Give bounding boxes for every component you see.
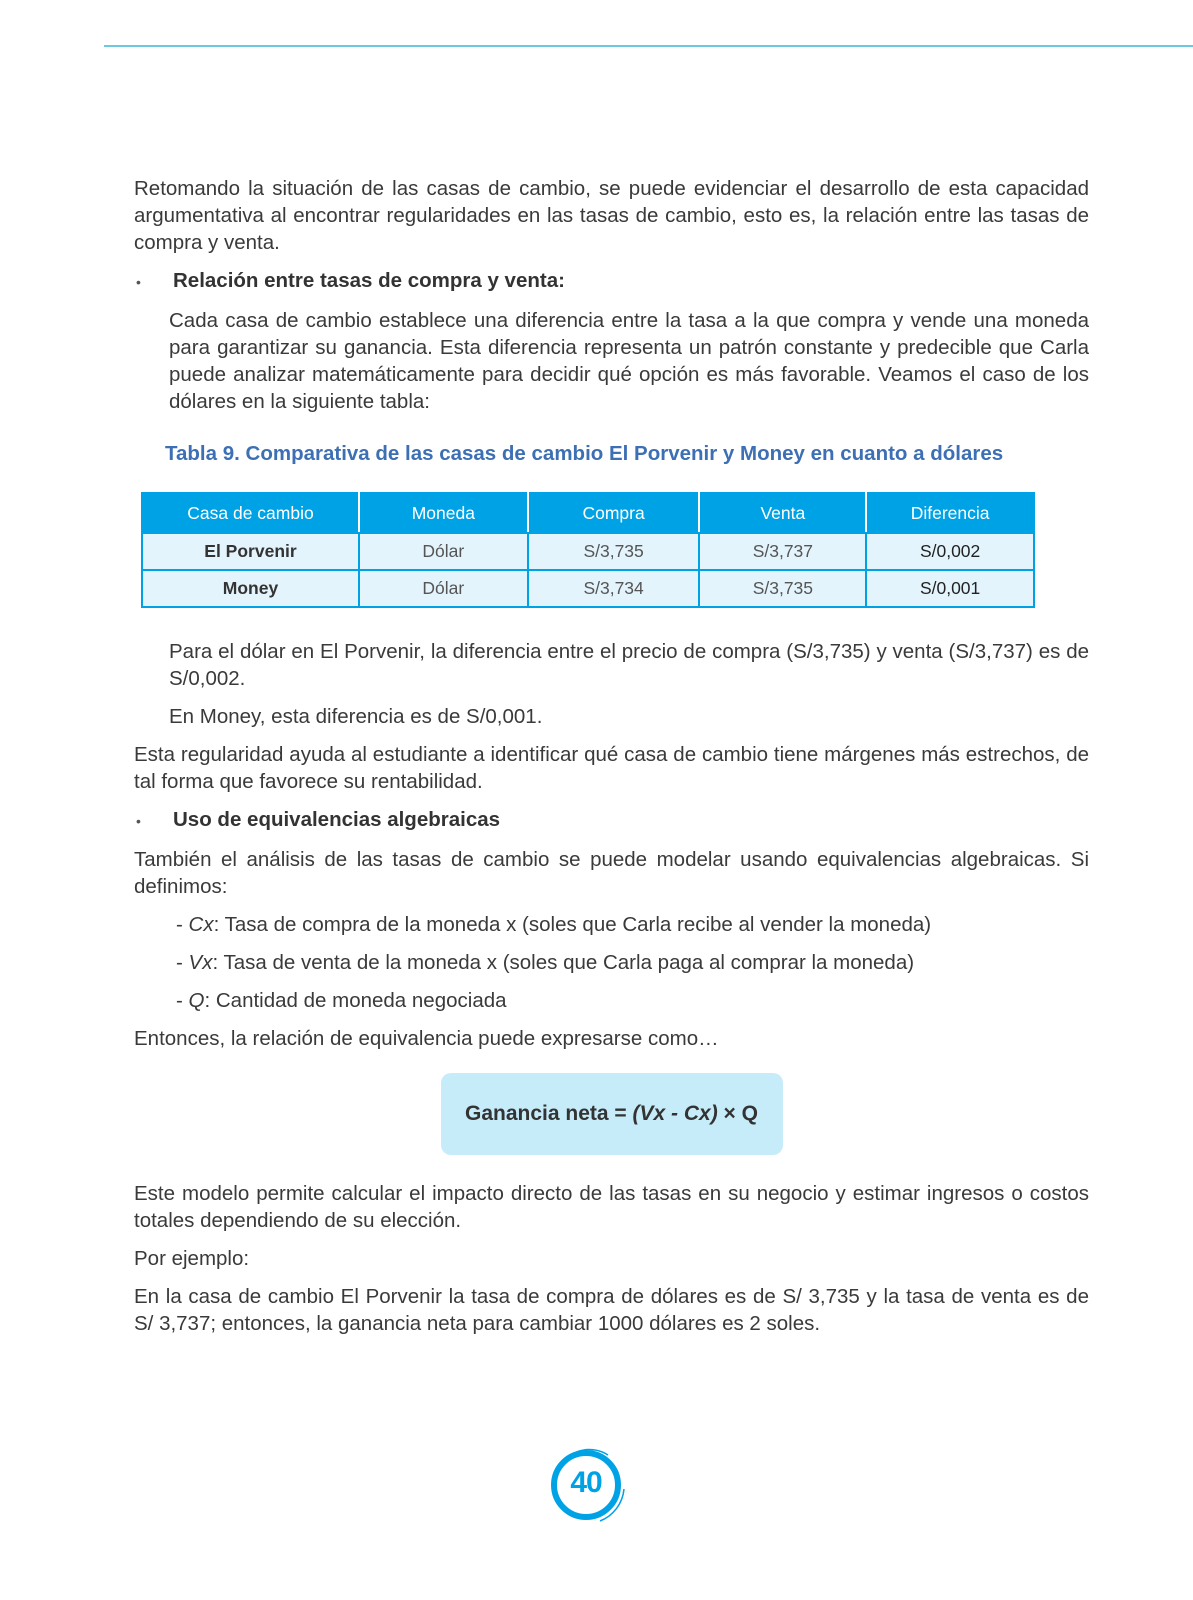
definition-item xyxy=(176,987,1089,1014)
section1-body: Cada casa de cambio establece una diferencia entre la tasa a la que compra y vende una moneda para garantizar su ganancia. Esta diferencia representa un patrón constante y predecible que Carla puede analizar matemáticamente para decidir qué opción es más favorable. Veamos el caso de los dólares en la siguiente tabla: xyxy=(169,309,1089,413)
page-content xyxy=(134,175,1089,1348)
table-cell: S/3,735 xyxy=(528,533,700,570)
table-cell: S/3,735 xyxy=(699,570,866,607)
table-title: Tabla 9. Comparativa de las casas de cambio El Porvenir y Money en cuanto a dólares xyxy=(165,442,1004,465)
bullet-icon: • xyxy=(136,813,141,829)
header-cell: Venta xyxy=(699,493,866,533)
table-cell: Dólar xyxy=(359,533,528,570)
section2-body: También el análisis de las tasas de cambio se puede modelar usando equivalencias algebraicas. Si definimos: xyxy=(134,848,1089,898)
section2-heading-text: Uso de equivalencias algebraicas xyxy=(173,808,501,831)
section2-heading xyxy=(134,806,1089,835)
table-cell: Dólar xyxy=(359,570,528,607)
header-rule xyxy=(104,45,1193,47)
table-header-row xyxy=(142,493,1034,533)
definition-text: : Tasa de venta de la moneda x (soles que Carla paga al comprar la moneda) xyxy=(212,951,915,974)
formula-right: × Q xyxy=(717,1102,758,1125)
definition-item xyxy=(176,911,1089,938)
exchange-rate-table xyxy=(141,492,1035,608)
definition-dash: - xyxy=(176,951,189,974)
formula-italic: (Vx - Cx) xyxy=(632,1102,718,1125)
header-cell: Casa de cambio xyxy=(142,493,359,533)
definition-item xyxy=(176,949,1089,976)
header-cell: Compra xyxy=(528,493,700,533)
definition-symbol: Q xyxy=(188,989,205,1012)
table-cell: S/0,001 xyxy=(866,570,1034,607)
section1-heading xyxy=(134,267,1089,296)
after-table-paragraph-1: Para el dólar en El Porvenir, la diferencia entre el precio de compra (S/3,735) y venta (S/3,737) es de S/0,002. xyxy=(169,640,1089,690)
definition-dash: - xyxy=(176,913,189,936)
regularity-paragraph: Esta regularidad ayuda al estudiante a identificar qué casa de cambio tiene márgenes más estrechos, de tal forma que favorece su rentabilidad. xyxy=(134,743,1089,793)
closing-paragraph-1: Este modelo permite calcular el impacto directo de las tasas en su negocio y estimar ingresos o costos totales dependiendo de su elección. xyxy=(134,1182,1089,1232)
header-cell: Diferencia xyxy=(866,493,1034,533)
formula-left: Ganancia neta = xyxy=(465,1102,633,1125)
table-cell: S/0,002 xyxy=(866,533,1034,570)
table-cell: S/3,734 xyxy=(528,570,700,607)
header-cell: Moneda xyxy=(359,493,528,533)
table-cell: El Porvenir xyxy=(142,533,359,570)
table-cell: Money xyxy=(142,570,359,607)
definition-text: : Tasa de compra de la moneda x (soles que Carla recibe al vender la moneda) xyxy=(213,913,932,936)
intro-paragraph: Retomando la situación de las casas de cambio, se puede evidenciar el desarrollo de esta capacidad argumentativa al encontrar regularidades en las tasas de cambio, esto es, la relación entre las tasas de compra y venta. xyxy=(134,177,1089,254)
bullet-icon: • xyxy=(136,274,141,290)
table-cell: S/3,737 xyxy=(699,533,866,570)
formula-wrapper xyxy=(134,1073,1089,1155)
after-table-paragraph-2: En Money, esta diferencia es de S/0,001. xyxy=(169,705,543,728)
equivalence-lead: Entonces, la relación de equivalencia puede expresarse como… xyxy=(134,1027,719,1050)
definition-symbol: Cx xyxy=(188,913,214,936)
formula-box xyxy=(441,1073,783,1155)
page-number: 40 xyxy=(570,1466,602,1499)
definition-dash: - xyxy=(176,989,189,1012)
definition-symbol: Vx xyxy=(188,951,213,974)
closing-paragraph-2: Por ejemplo: xyxy=(134,1247,250,1270)
definition-text: : Cantidad de moneda negociada xyxy=(204,989,507,1012)
closing-paragraph-3: En la casa de cambio El Porvenir la tasa de compra de dólares es de S/ 3,735 y la tasa de venta es de S/ 3,737; entonces, la ganancia neta para cambiar 1000 dólares es 2 soles. xyxy=(134,1285,1089,1335)
table-row xyxy=(142,533,1034,570)
section1-heading-text: Relación entre tasas de compra y venta: xyxy=(173,269,565,292)
table-row xyxy=(142,570,1034,607)
